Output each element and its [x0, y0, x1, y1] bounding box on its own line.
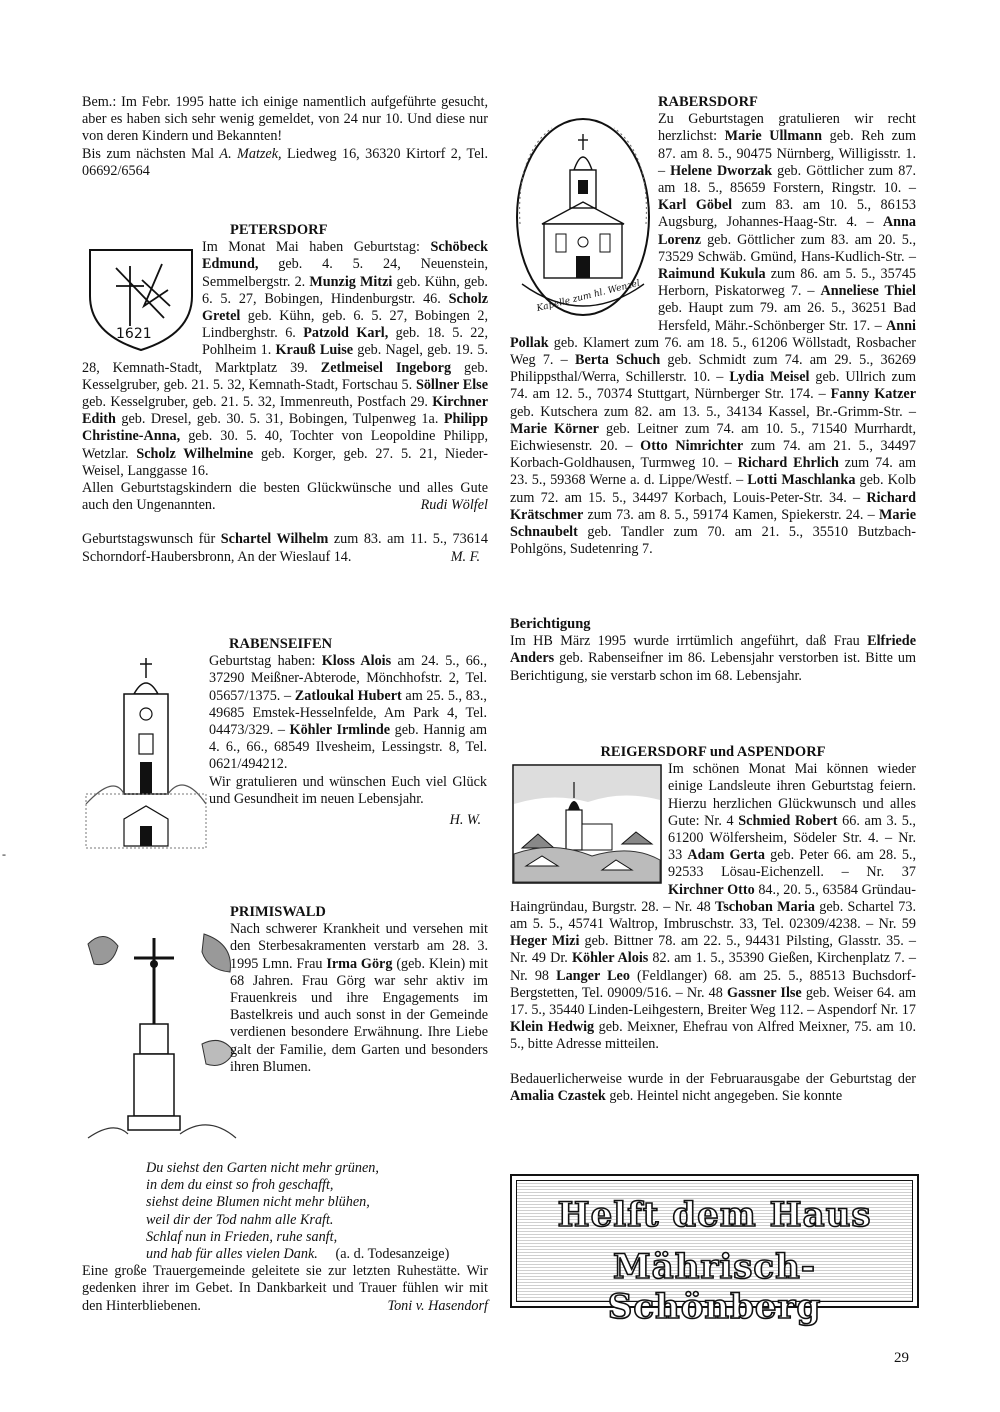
intro-contact: Bis zum nächsten Mal A. Matzek, Liedweg 16, 36320 Kirtorf 2, Tel. 06692/6564	[82, 145, 488, 179]
primiswald-poem-block	[82, 1160, 488, 1315]
primiswald-closing: Eine große Trauergemeinde geleitete sie zur letzten Ruhestätte. Wir gedenken ihrer im Gebet. In Dankbarkeit und Trauer fühlen wir mit den Hinterbliebenen. Toni v. Hasendorf	[82, 1263, 488, 1314]
rabersdorf-emblem-space	[510, 111, 658, 331]
petersdorf-crest-space	[82, 239, 202, 357]
intro-paragraph: Bem.: Im Febr. 1995 hatte ich einige namentlich aufgeführte gesucht, aber es haben sich sehr wenig gemeldet, von 24 nur 10. Und diese nur von deren Kindern und Bekannten!	[82, 94, 488, 145]
banner-line-2: Mährisch-Schönberg	[607, 1247, 822, 1327]
poem-line: Schlaf nun in Frieden, ruhe sanft,	[146, 1228, 338, 1245]
haus-banner-frame	[516, 1180, 913, 1327]
rabenseifen-signature: H. W.	[449, 812, 481, 829]
rabenseifen-section	[209, 636, 487, 829]
poem-line: Du siehst den Garten nicht mehr grünen,	[146, 1160, 379, 1176]
poem-last-line: und hab für alles vielen Dank. (a. d. Todesanzeige)	[146, 1246, 450, 1263]
poem-line: weil dir der Tod nahm alle Kraft.	[146, 1211, 334, 1228]
primiswald-signature: Toni v. Hasendorf	[387, 1297, 488, 1314]
rabenseifen-title: RABENSEIFEN	[229, 636, 333, 652]
petersdorf-section	[82, 222, 488, 566]
primiswald-cross-icon	[84, 924, 240, 1140]
intro-block	[82, 94, 488, 180]
reigersdorf-title: REIGERSDORF und ASPENDORF	[600, 744, 826, 760]
rabenseifen-church-icon	[84, 654, 208, 850]
petersdorf-signature: Rudi Wölfel	[420, 497, 488, 514]
petersdorf-title: PETERSDORF	[230, 222, 328, 238]
emblem-text: Kapelle zum hl. Wenzel	[535, 278, 641, 315]
intro-contact-name: A. Matzek,	[219, 145, 282, 162]
petersdorf-wishes: Allen Geburtstagskindern die besten Glückwünsche und alles Gute auch den Ungenannten. Rudi Wölfel	[82, 480, 488, 514]
poem-line: in dem du einst so froh geschafft,	[146, 1177, 334, 1194]
primiswald-title: PRIMISWALD	[230, 904, 326, 920]
banner-line-1: Helft dem Haus	[557, 1195, 872, 1235]
primiswald-text: Nach schwerer Krankheit und versehen mit den Sterbesakramenten verstarb am 28. 3. 1995 Lmn. Frau Irma Görg (geb. Klein) mit 68 Jahren. Frau Görg war sehr aktiv im Frauenkreis und ihre Engagements im Bastelkreis und auch sonst in der Gemeinde verdienen besondere Erwähnung. Ihre Liebe galt der Familie, dem Garten und besonders ihren Blumen.	[230, 921, 488, 1075]
haus-banner	[510, 1174, 919, 1327]
poem-line: siehst deine Blumen nicht mehr blühen,	[146, 1194, 370, 1211]
rabersdorf-section	[510, 94, 916, 558]
berichtigung-section	[510, 616, 916, 685]
rabenseifen-text: Geburtstag haben: Kloss Alois am 24. 5., 66., 37290 Meißner-Abterode, Mönchhofstr. 2, Tel. 05657/1375. – Zatloukal Hubert am 25. 5., 83., 49685 Emstek-Hesselnfelde, Am Park 4, Tel. 04473/329. – Köhler Irmlinde geb. Hannig am 4. 6., 66., 68549 Ilvesheim, Lessingstr. 8, Tel. 0621/494212.	[209, 653, 487, 773]
reigersdorf-text: Im schönen Monat Mai können wieder einige Landsleute ihren Geburtstag feiern. Hierzu herzlichen Glückwunsch und alles Gute: Nr. 4 Schmied Robert 66. am 3. 5., 61200 Wölfersheim, Södeler Str. 4. – Nr. 33 Adam Gerta geb. Peter 66. am 28. 5., 92533 Lösau-Eichenzell. – Nr. 37 Kirchner Otto 84., 20. 5., 63584 Gründau-Haingründau, Burgstr. 28. – Nr. 48 Tschoban Maria geb. Schartel 73. am 5. 5., 45741 Waltrop, Imbruschstr. 33, Tel. 02309/4238. – Nr. 59 Heger Mizi geb. Bittner 78. am 22. 5., 94431 Pilsting, Glasstr. 35. – Nr. 49 Dr. Köhler Alois 82. am 1. 5., 35390 Gießen, Kirchenplatz 7. – Nr. 98 Langer Leo (Feldlanger) 68. am 25. 5., 88513 Buchsdorf-Bergstetten, Tel. 09009/516. – Nr. 48 Gassner Ilse geb. Weiser 64. am 17. 5., 35440 Linden-Leihgestern, Breiter Weg 112. – Aspendorf Nr. 17 Klein Hedwig geb. Meixner, Ehefrau von Alfred Meixner, 75. am 10. 5., bitte Adresse mitteilen.	[510, 761, 917, 1053]
berichtigung-title: Berichtigung	[510, 616, 591, 632]
reigersdorf-section	[510, 744, 916, 1105]
primiswald-section	[230, 904, 488, 1076]
petersdorf-text: Im Monat Mai haben Geburtstag: Schöbeck Edmund, geb. 4. 5. 24, Neuenstein, Semmelbergstr. 2. Munzig Mitzi geb. Kühn, geb. 6. 5. 27, Bobingen, Hindenburgstr. 46. Scholz Gretel geb. Kühn, geb. 6. 5. 27, Bobingen 2, Lindberghstr. 6. Patzold Karl, geb. 18. 5. 22, Pohlheim 1. Krauß Luise geb. Nagel, geb. 19. 5. 28, Kemnath-Stadt, Marktplatz 39. Zetlmeisel Ingeborg geb. Kesselgruber, geb. 21. 5. 32, Kemnath-Stadt, Fortschau 5. Söllner Else geb. Kesselgruber, geb. 21. 5. 32, Immenreuth, Postfach 29. Kirchner Edith geb. Dresel, geb. 30. 5. 31, Bobingen, Tulpenweg 1a. Philipp Christine-Anna, geb. 30. 5. 40, Tochter von Leopoldine Philipp, Wetzlar. Scholz Wilhelmine geb. Korger, geb. 27. 5. 21, Nieder-Weisel, Langgasse 16.	[82, 239, 489, 479]
primiswald-poem	[82, 1160, 488, 1263]
berichtigung-text: Im HB März 1995 wurde irrtümlich angeführt, daß Frau Elfriede Anders geb. Rabenseifner im 86. Lebensjahr verstorben ist. Bitte um Berichtigung, sie verstarb schon im 68. Lebensjahr.	[510, 633, 916, 684]
czastek-note: Bedauerlicherweise wurde in der Februarausgabe der Geburtstag der Amalia Czastek geb. Heintel nicht angegeben. Sie konnte	[510, 1070, 916, 1104]
crest-year: 1621	[116, 326, 152, 342]
margin-mark: -	[2, 847, 6, 861]
rabersdorf-title: RABERSDORF	[658, 94, 758, 110]
petersdorf-extra: Geburtstagswunsch für Schartel Wilhelm zum 83. am 11. 5., 73614 Schorndorf-Haubersbronn, An der Wieslauf 14. M. F.	[82, 531, 488, 565]
petersdorf-extra-signature: M. F.	[450, 548, 480, 565]
rabenseifen-wishes: Wir gratulieren und wünschen Euch viel Glück und Gesundheit im neuen Lebensjahr.	[209, 773, 487, 807]
poem-source: (a. d. Todesanzeige)	[335, 1246, 450, 1263]
page-number: 29	[894, 1350, 909, 1366]
rabersdorf-text: Zu Geburtstagen gratulieren wir recht herzlichst: Marie Ullmann geb. Reh zum 87. am 8. 5., 90475 Nürnberg, Willigisstr. 1. – Helene Dworzak geb. Göttlicher zum 87. am 18. 5., 85659 Forstern, Ringstr. 10. – Karl Göbel zum 83. am 10. 5., 86153 Augsburg, Johannes-Haag-Str. 4. – Anna Lorenz geb. Göttlicher zum 83. am 20. 5., 73529 Schwäb. Gmünd, Hans-Kudlich-Str. – Raimund Kukula zum 86. am 5. 5., 35745 Herborn, Piskatorweg 7. – Anneliese Thiel geb. Haupt zum 79. am 26. 5., 36251 Bad Hersfeld, Mähr.-Schönberger Str. 17. – Anni Pollak geb. Klamert zum 76. am 18. 5., 61206 Wöllstadt, Rosbacher Weg 7. – Berta Schuch geb. Schmidt zum 74. am 29. 5., 36269 Philippsthal/Werra, Schillerstr. 10. – Lydia Meisel geb. Ullrich zum 74. am 12. 5., 70374 Stuttgart, Nürnberger Str. 174. – Fanny Katzer geb. Kutschera zum 82. am 13. 5., 34134 Kassel, Br.-Grimm-Str. – Marie Körner geb. Leitner zum 74. am 10. 5., 71540 Murrhardt, Eichwiesenstr. 20. – Otto Nimrichter zum 74. am 21. 5., 34497 Korbach-Goldhausen, Turmweg 10. – Richard Ehrlich zum 74. am 23. 5., 59368 Werne a. d. Lippe/Westf. – Lotti Maschlanka geb. Kolb zum 72. am 15. 5., 34497 Korbach, Louis-Peter-Str. 34. – Richard Krätschmer zum 73. am 8. 5., 59174 Kamen, Spiekerstr. 24. – Marie Schnaubelt geb. Tandler zum 70. am 21. 5., 35510 Butzbach-Pohlgöns, Sudetenring 7.	[510, 111, 917, 558]
reigersdorf-picture-space	[510, 761, 668, 885]
